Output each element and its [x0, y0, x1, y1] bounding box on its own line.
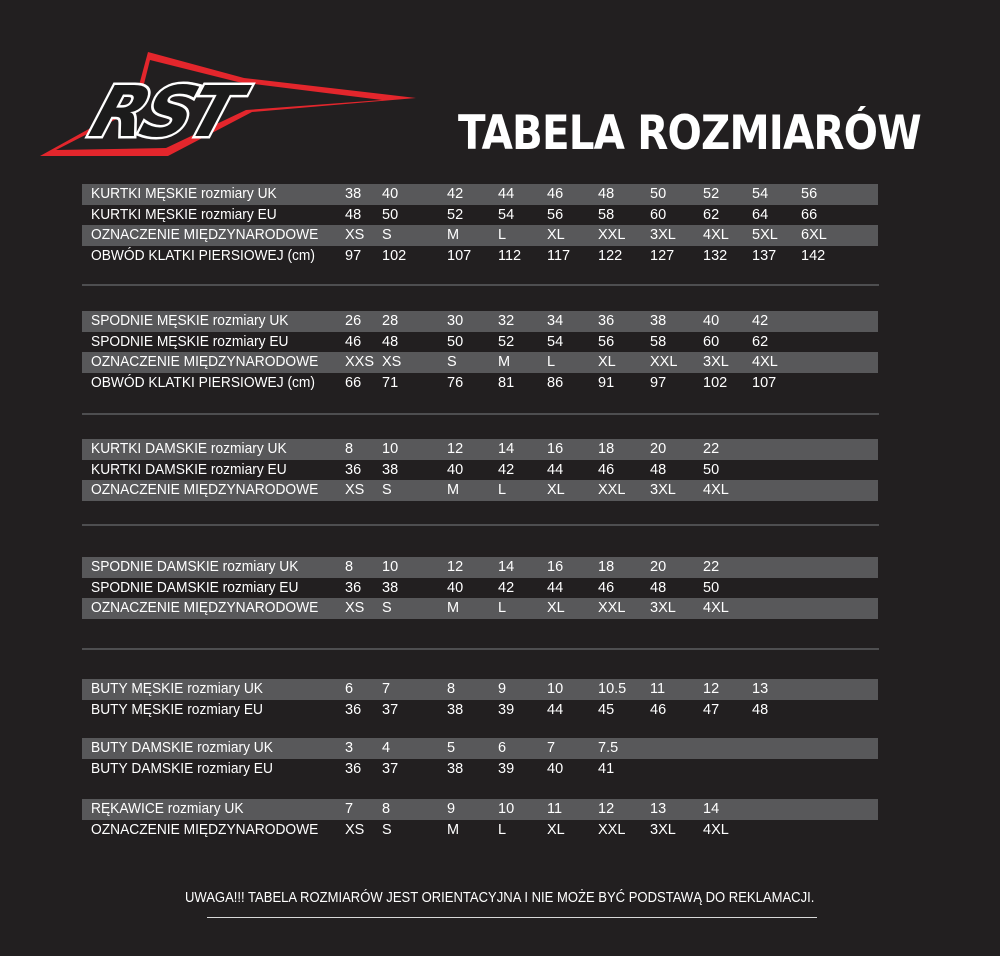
table-row — [82, 205, 878, 226]
size-value: M — [447, 822, 460, 838]
size-value: 36 — [345, 761, 362, 777]
size-value: 4XL — [703, 482, 729, 498]
size-value: 50 — [382, 207, 399, 223]
size-value: 11 — [547, 801, 563, 817]
size-value: 10 — [382, 441, 399, 457]
size-value: 38 — [382, 580, 399, 596]
size-value: 97 — [650, 375, 667, 391]
table-row — [82, 700, 878, 721]
size-value: 44 — [547, 462, 564, 478]
size-value: 46 — [650, 702, 667, 718]
size-value: 47 — [703, 702, 720, 718]
size-value: XL — [547, 227, 565, 243]
size-value: 12 — [447, 441, 464, 457]
size-value: 20 — [650, 559, 667, 575]
size-value: L — [498, 822, 507, 838]
size-value: M — [447, 600, 460, 616]
size-value: 10 — [547, 681, 564, 697]
size-value: 102 — [703, 375, 728, 391]
size-value: 44 — [498, 186, 515, 202]
size-value: 66 — [801, 207, 818, 223]
size-value: 37 — [382, 761, 399, 777]
size-value: 8 — [447, 681, 456, 697]
size-value: 36 — [345, 462, 362, 478]
row-label: OZNACZENIE MIĘDZYNARODOWE — [91, 354, 319, 370]
section-divider — [82, 284, 879, 286]
size-value: XS — [345, 482, 365, 498]
size-value: 50 — [703, 580, 720, 596]
size-value: 14 — [498, 559, 515, 575]
table-row — [82, 598, 878, 619]
size-value: XL — [547, 600, 565, 616]
size-value: 50 — [650, 186, 667, 202]
size-value: 6 — [498, 740, 507, 756]
size-value: 30 — [447, 313, 464, 329]
section-divider — [82, 648, 879, 650]
size-value: 14 — [498, 441, 515, 457]
size-value: 56 — [547, 207, 564, 223]
size-value: 8 — [345, 559, 354, 575]
size-value: 32 — [498, 313, 515, 329]
size-value: 117 — [547, 248, 571, 264]
size-value: 142 — [801, 248, 826, 264]
size-value: 16 — [547, 559, 564, 575]
size-value: 107 — [752, 375, 777, 391]
size-value: 7.5 — [598, 740, 619, 756]
table-row — [82, 759, 878, 780]
size-value: 52 — [703, 186, 720, 202]
row-label: SPODNIE MĘSKIE rozmiary EU — [91, 334, 289, 350]
size-value: 7 — [382, 681, 391, 697]
size-value: XS — [345, 227, 365, 243]
row-label: OZNACZENIE MIĘDZYNARODOWE — [91, 822, 319, 838]
size-value: S — [382, 822, 392, 838]
size-value: 38 — [447, 761, 464, 777]
size-value: 8 — [345, 441, 354, 457]
table-row — [82, 246, 878, 267]
size-value: 81 — [498, 375, 515, 391]
row-label: OZNACZENIE MIĘDZYNARODOWE — [91, 482, 319, 498]
size-value: 50 — [447, 334, 464, 350]
size-value: 8 — [382, 801, 391, 817]
size-value: 3 — [345, 740, 354, 756]
size-value: 38 — [650, 313, 667, 329]
size-value: 4 — [382, 740, 391, 756]
size-value: 36 — [345, 702, 362, 718]
size-value: 54 — [547, 334, 564, 350]
size-value: 13 — [752, 681, 769, 697]
size-value: 38 — [382, 462, 399, 478]
table-row — [82, 373, 878, 394]
row-label: BUTY DAMSKIE rozmiary EU — [91, 761, 273, 777]
size-value: 10 — [498, 801, 515, 817]
size-value: 3XL — [703, 354, 729, 370]
table-row — [82, 460, 878, 481]
size-value: L — [547, 354, 556, 370]
size-value: 7 — [345, 801, 354, 817]
size-value: XXS — [345, 354, 375, 370]
size-value: 9 — [447, 801, 456, 817]
size-value: 40 — [447, 462, 464, 478]
table-row — [82, 352, 878, 373]
size-value: 38 — [345, 186, 362, 202]
size-value: 107 — [447, 248, 472, 264]
size-value: 42 — [447, 186, 464, 202]
size-value: 4XL — [703, 600, 729, 616]
row-label: BUTY DAMSKIE rozmiary UK — [91, 740, 273, 756]
size-value: M — [498, 354, 511, 370]
size-value: 10 — [382, 559, 399, 575]
table-row — [82, 184, 878, 205]
table-row — [82, 557, 878, 578]
logo-wordmark: RST — [81, 70, 248, 153]
size-value: 22 — [703, 441, 720, 457]
size-value: M — [447, 482, 460, 498]
size-value: 18 — [598, 441, 615, 457]
size-value: 44 — [547, 580, 564, 596]
table-row — [82, 578, 878, 599]
size-value: XXL — [598, 227, 626, 243]
size-value: 9 — [498, 681, 507, 697]
size-value: 36 — [598, 313, 615, 329]
size-value: XS — [382, 354, 402, 370]
size-value: 122 — [598, 248, 623, 264]
size-value: 37 — [382, 702, 399, 718]
size-value: 39 — [498, 761, 515, 777]
size-value: 44 — [547, 702, 564, 718]
size-value: 42 — [498, 580, 515, 596]
row-label: KURTKI MĘSKIE rozmiary EU — [91, 207, 277, 223]
size-value: S — [382, 600, 392, 616]
disclaimer-note: UWAGA!!! TABELA ROZMIARÓW JEST ORIENTACYJNA I NIE MOŻE BYĆ PODSTAWĄ DO REKLAMACJI. — [185, 890, 815, 906]
size-value: XL — [547, 482, 565, 498]
row-label: KURTKI MĘSKIE rozmiary UK — [91, 186, 277, 202]
size-value: 64 — [752, 207, 769, 223]
table-row — [82, 332, 878, 353]
rst-logo — [38, 52, 418, 160]
size-value: 12 — [703, 681, 720, 697]
table-row — [82, 820, 878, 841]
row-label: OBWÓD KLATKI PIERSIOWEJ (cm) — [91, 248, 315, 264]
size-value: 86 — [547, 375, 564, 391]
row-label: OZNACZENIE MIĘDZYNARODOWE — [91, 227, 319, 243]
size-value: 52 — [447, 207, 464, 223]
size-value: 56 — [801, 186, 818, 202]
row-label: KURTKI DAMSKIE rozmiary UK — [91, 441, 287, 457]
size-value: 91 — [598, 375, 615, 391]
size-value: XS — [345, 822, 365, 838]
size-value: L — [498, 227, 507, 243]
size-value: 76 — [447, 375, 464, 391]
row-label: KURTKI DAMSKIE rozmiary EU — [91, 462, 287, 478]
size-value: 40 — [547, 761, 564, 777]
size-value: 46 — [547, 186, 564, 202]
size-value: 46 — [598, 580, 615, 596]
size-value: M — [447, 227, 460, 243]
size-value: 48 — [382, 334, 399, 350]
size-value: 18 — [598, 559, 615, 575]
size-value: L — [498, 482, 507, 498]
size-value: 48 — [598, 186, 615, 202]
size-value: S — [382, 482, 392, 498]
size-value: 50 — [703, 462, 720, 478]
size-value: S — [447, 354, 457, 370]
size-value: 3XL — [650, 600, 676, 616]
size-value: 3XL — [650, 482, 676, 498]
size-value: 3XL — [650, 227, 676, 243]
size-value: 48 — [345, 207, 362, 223]
size-value: 56 — [598, 334, 615, 350]
size-value: 62 — [752, 334, 769, 350]
size-value: 48 — [752, 702, 769, 718]
row-label: OBWÓD KLATKI PIERSIOWEJ (cm) — [91, 375, 315, 391]
size-value: 5XL — [752, 227, 778, 243]
size-value: 26 — [345, 313, 362, 329]
size-value: 102 — [382, 248, 407, 264]
size-value: XS — [345, 600, 365, 616]
size-value: 3XL — [650, 822, 676, 838]
size-value: 58 — [650, 334, 667, 350]
size-value: XXL — [598, 600, 626, 616]
size-value: 34 — [547, 313, 564, 329]
size-value: 4XL — [752, 354, 778, 370]
row-label: RĘKAWICE rozmiary UK — [91, 801, 244, 817]
table-row — [82, 679, 878, 700]
size-value: 42 — [498, 462, 515, 478]
size-value: 132 — [703, 248, 728, 264]
table-row — [82, 311, 878, 332]
size-value: 36 — [345, 580, 362, 596]
section-divider — [82, 413, 879, 415]
size-value: 14 — [703, 801, 720, 817]
size-value: 60 — [650, 207, 667, 223]
size-value: XL — [598, 354, 616, 370]
size-value: 42 — [752, 313, 769, 329]
section-divider — [82, 524, 879, 526]
size-value: XXL — [650, 354, 678, 370]
size-value: 46 — [345, 334, 362, 350]
size-value: 137 — [752, 248, 777, 264]
table-row — [82, 799, 878, 820]
row-label: BUTY MĘSKIE rozmiary EU — [91, 702, 263, 718]
row-label: OZNACZENIE MIĘDZYNARODOWE — [91, 600, 319, 616]
size-value: 52 — [498, 334, 515, 350]
size-value: 7 — [547, 740, 556, 756]
size-value: XXL — [598, 822, 626, 838]
size-value: 97 — [345, 248, 362, 264]
size-value: 58 — [598, 207, 615, 223]
size-value: 60 — [703, 334, 720, 350]
size-value: 54 — [752, 186, 769, 202]
table-row — [82, 738, 878, 759]
size-value: 45 — [598, 702, 615, 718]
size-value: S — [382, 227, 392, 243]
size-value: 48 — [650, 580, 667, 596]
size-value: 28 — [382, 313, 399, 329]
size-value: 127 — [650, 248, 675, 264]
size-value: 46 — [598, 462, 615, 478]
size-value: 66 — [345, 375, 362, 391]
size-value: 40 — [703, 313, 720, 329]
footer-underline — [207, 917, 817, 918]
size-value: 71 — [382, 375, 399, 391]
table-row — [82, 480, 878, 501]
size-value: 12 — [447, 559, 464, 575]
size-value: 22 — [703, 559, 720, 575]
size-value: XL — [547, 822, 565, 838]
size-value: L — [498, 600, 507, 616]
size-value: XXL — [598, 482, 626, 498]
size-value: 62 — [703, 207, 720, 223]
row-label: SPODNIE MĘSKIE rozmiary UK — [91, 313, 289, 329]
size-value: 39 — [498, 702, 515, 718]
size-value: 10.5 — [598, 681, 627, 697]
table-row — [82, 439, 878, 460]
row-label: SPODNIE DAMSKIE rozmiary EU — [91, 580, 299, 596]
size-value: 16 — [547, 441, 564, 457]
size-value: 40 — [382, 186, 399, 202]
size-value: 48 — [650, 462, 667, 478]
size-value: 4XL — [703, 227, 729, 243]
size-value: 12 — [598, 801, 615, 817]
size-value: 112 — [498, 248, 522, 264]
size-value: 38 — [447, 702, 464, 718]
size-value: 54 — [498, 207, 515, 223]
table-row — [82, 225, 878, 246]
size-value: 6 — [345, 681, 354, 697]
size-value: 13 — [650, 801, 667, 817]
size-value: 4XL — [703, 822, 729, 838]
size-value: 6XL — [801, 227, 827, 243]
page-title: TABELA ROZMIARÓW — [458, 106, 921, 161]
size-value: 5 — [447, 740, 456, 756]
size-value: 40 — [447, 580, 464, 596]
size-value: 20 — [650, 441, 667, 457]
size-value: 41 — [598, 761, 615, 777]
size-value: 11 — [650, 681, 666, 697]
row-label: BUTY MĘSKIE rozmiary UK — [91, 681, 263, 697]
row-label: SPODNIE DAMSKIE rozmiary UK — [91, 559, 299, 575]
